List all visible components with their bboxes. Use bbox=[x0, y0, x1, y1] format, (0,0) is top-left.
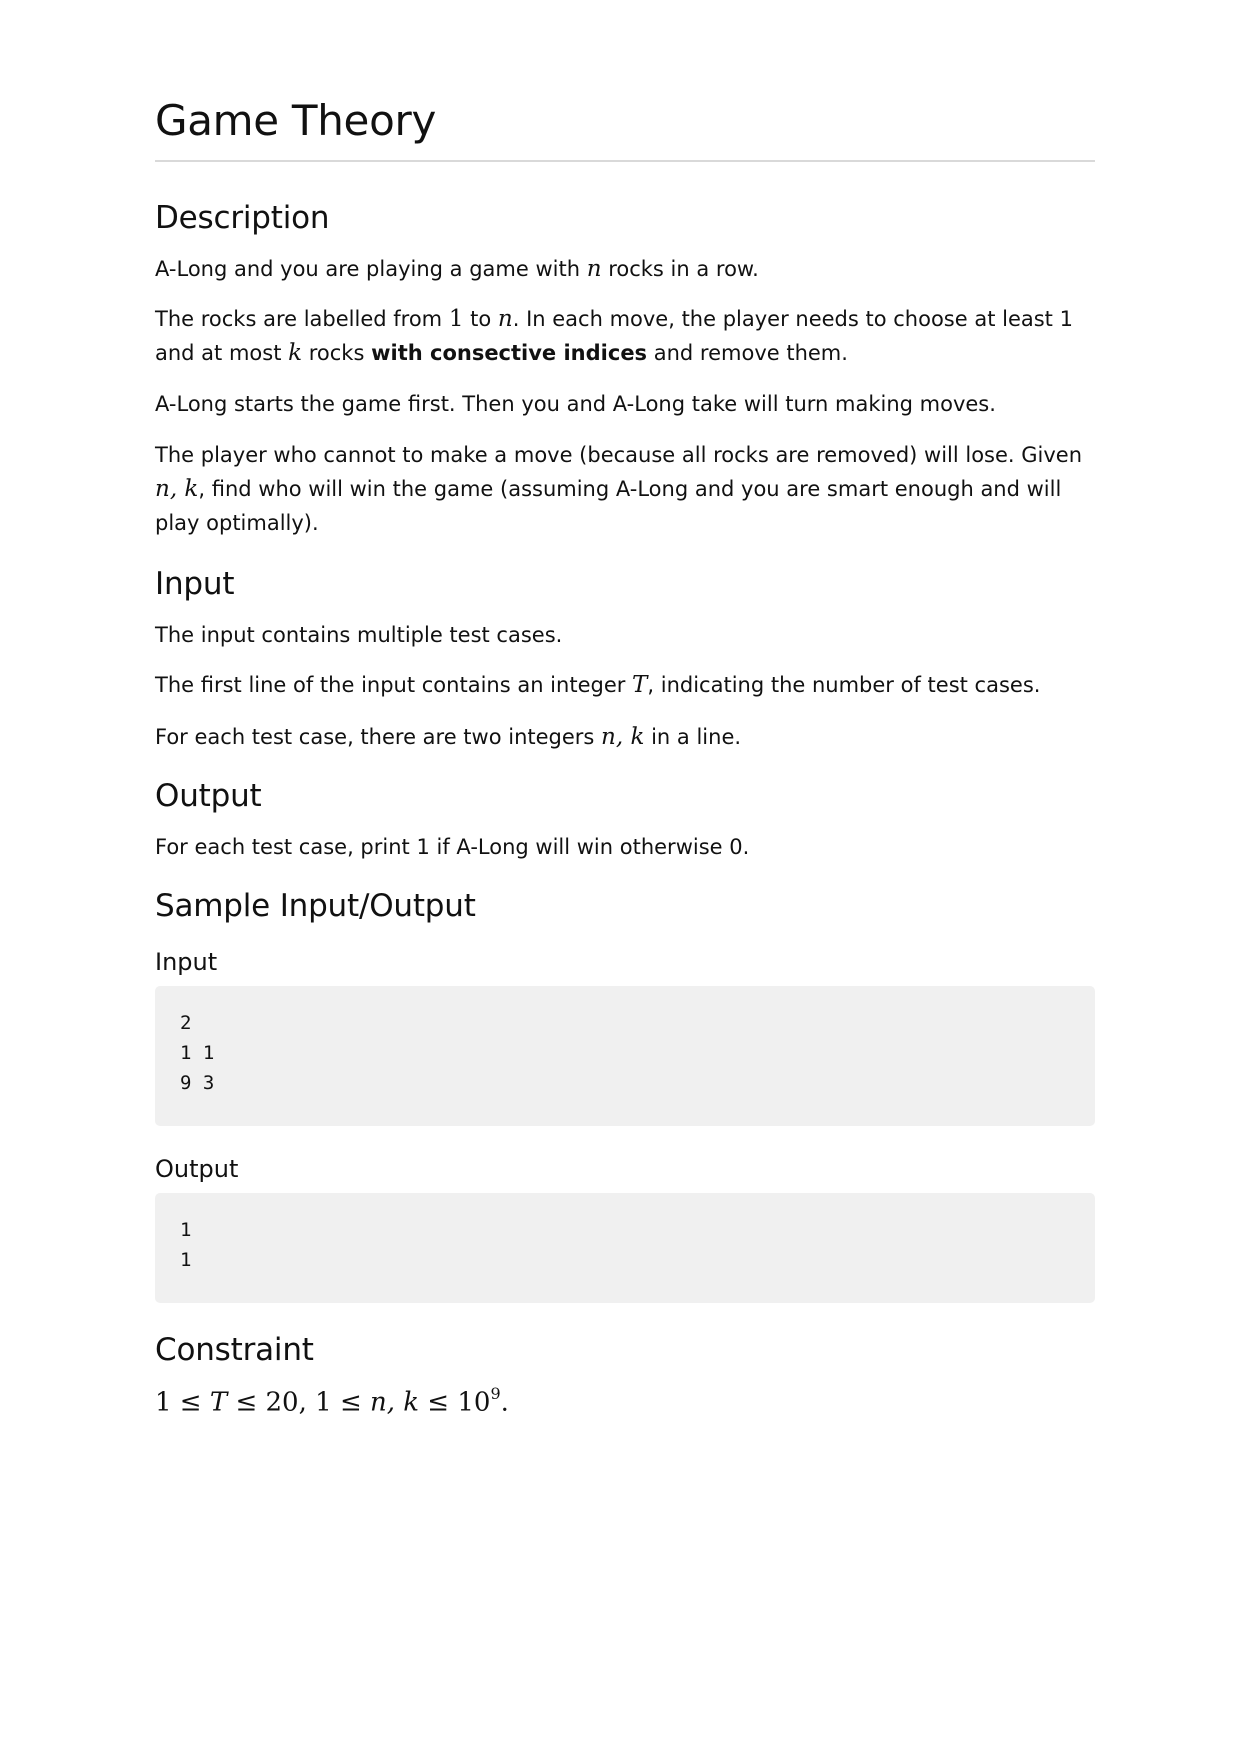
constraint-heading: Constraint bbox=[155, 1332, 314, 1368]
input-heading: Input bbox=[155, 566, 235, 602]
sample-heading: Sample Input/Output bbox=[155, 888, 476, 924]
sample-output-block[interactable] bbox=[155, 1193, 1095, 1303]
sample-output-label: Output bbox=[155, 1155, 239, 1183]
description-paragraph-1: A-Long and you are playing a game with n rocks in a row. bbox=[155, 256, 759, 282]
description-paragraph-2: The rocks are labelled from 1 to n. In each move, the player needs to choose at least 1 and at most k rocks with consective indices and remove them. bbox=[155, 306, 1073, 366]
input-paragraph-1: The input contains multiple test cases. bbox=[155, 623, 563, 647]
output-paragraph-1: For each test case, print 1 if A-Long will win otherwise 0. bbox=[155, 835, 750, 859]
description-heading: Description bbox=[155, 200, 330, 236]
output-heading: Output bbox=[155, 778, 262, 814]
sample-input-label: Input bbox=[155, 948, 218, 976]
title-divider bbox=[155, 160, 1095, 162]
sample-output-code: 1 1 bbox=[180, 1219, 192, 1271]
sample-input-block[interactable] bbox=[155, 986, 1095, 1126]
input-paragraph-3: For each test case, there are two integers n, k in a line. bbox=[155, 724, 742, 750]
description-paragraph-3: A-Long starts the game first. Then you and A-Long take will turn making moves. bbox=[155, 392, 996, 416]
input-paragraph-2: The first line of the input contains an integer T, indicating the number of test cases. bbox=[155, 672, 1041, 698]
constraint-formula: 1 ≤ T ≤ 20, 1 ≤ n, $k \le 10^9$. bbox=[155, 1384, 509, 1418]
sample-input-code: 2 1 1 9 3 bbox=[180, 1012, 215, 1094]
page-title: Game Theory bbox=[155, 96, 437, 145]
description-paragraph-4: The player who cannot to make a move (because all rocks are removed) will lose. Given n, k, find who will win the game (assuming A-Long and you are smart enough and will play optimally). bbox=[155, 443, 1083, 535]
